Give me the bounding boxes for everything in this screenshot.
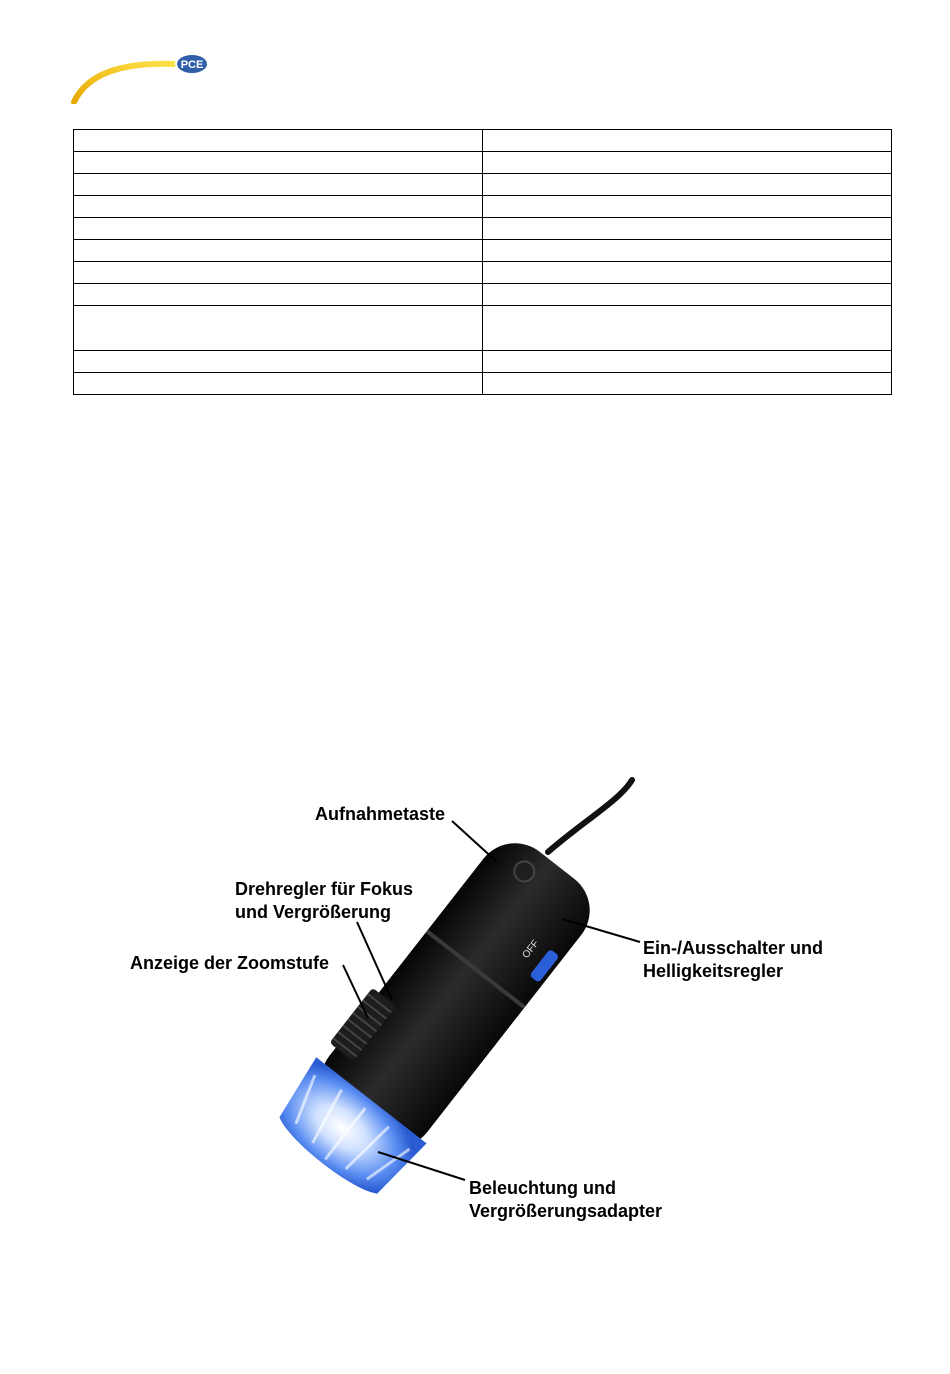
label-illumination: Beleuchtung und Vergrößerungsadapter [469, 1178, 663, 1221]
spec-label-cell [74, 262, 483, 284]
spec-value-cell [483, 152, 892, 174]
spec-value-cell [483, 174, 892, 196]
spec-value-cell [483, 262, 892, 284]
pce-logo [70, 52, 220, 104]
spec-value-cell [483, 373, 892, 395]
spec-label-cell [74, 351, 483, 373]
spec-label-cell [74, 130, 483, 152]
label-zoom-indicator: Anzeige der Zoomstufe [130, 953, 330, 973]
spec-row [74, 152, 892, 174]
spec-label-cell [74, 174, 483, 196]
spec-value-cell [483, 306, 892, 351]
switch-off-text: OFF [520, 938, 542, 961]
logo-text: PCE [180, 59, 204, 71]
spec-row [74, 174, 892, 196]
spec-row [74, 196, 892, 218]
label-power-switch: Ein-/Ausschalter und Helligkeitsregler [643, 938, 824, 981]
spec-label-cell [74, 373, 483, 395]
spec-value-cell [483, 284, 892, 306]
spec-row [74, 306, 892, 351]
usb-cable [548, 780, 632, 852]
label-focus-dial: Drehregler für Fokus und Vergrößerung [235, 879, 414, 922]
spec-value-cell [483, 130, 892, 152]
spec-label-cell [74, 284, 483, 306]
spec-label-cell [74, 306, 483, 351]
leader-capture [452, 821, 497, 862]
spec-row [74, 218, 892, 240]
microscope-illustration [0, 760, 950, 1240]
spec-value-cell [483, 218, 892, 240]
spec-row [74, 240, 892, 262]
microscope-figure [0, 760, 950, 1240]
spec-row [74, 262, 892, 284]
spec-row [74, 351, 892, 373]
spec-value-cell [483, 240, 892, 262]
spec-row [74, 130, 892, 152]
spec-label-cell [74, 152, 483, 174]
label-capture-button: Aufnahmetaste [315, 804, 446, 824]
spec-label-cell [74, 196, 483, 218]
leader-focus [357, 922, 392, 1000]
spec-label-cell [74, 240, 483, 262]
spec-row [74, 373, 892, 395]
spec-label-cell [74, 218, 483, 240]
spec-value-cell [483, 196, 892, 218]
spec-value-cell [483, 351, 892, 373]
spec-table [73, 129, 892, 395]
spec-row [74, 284, 892, 306]
